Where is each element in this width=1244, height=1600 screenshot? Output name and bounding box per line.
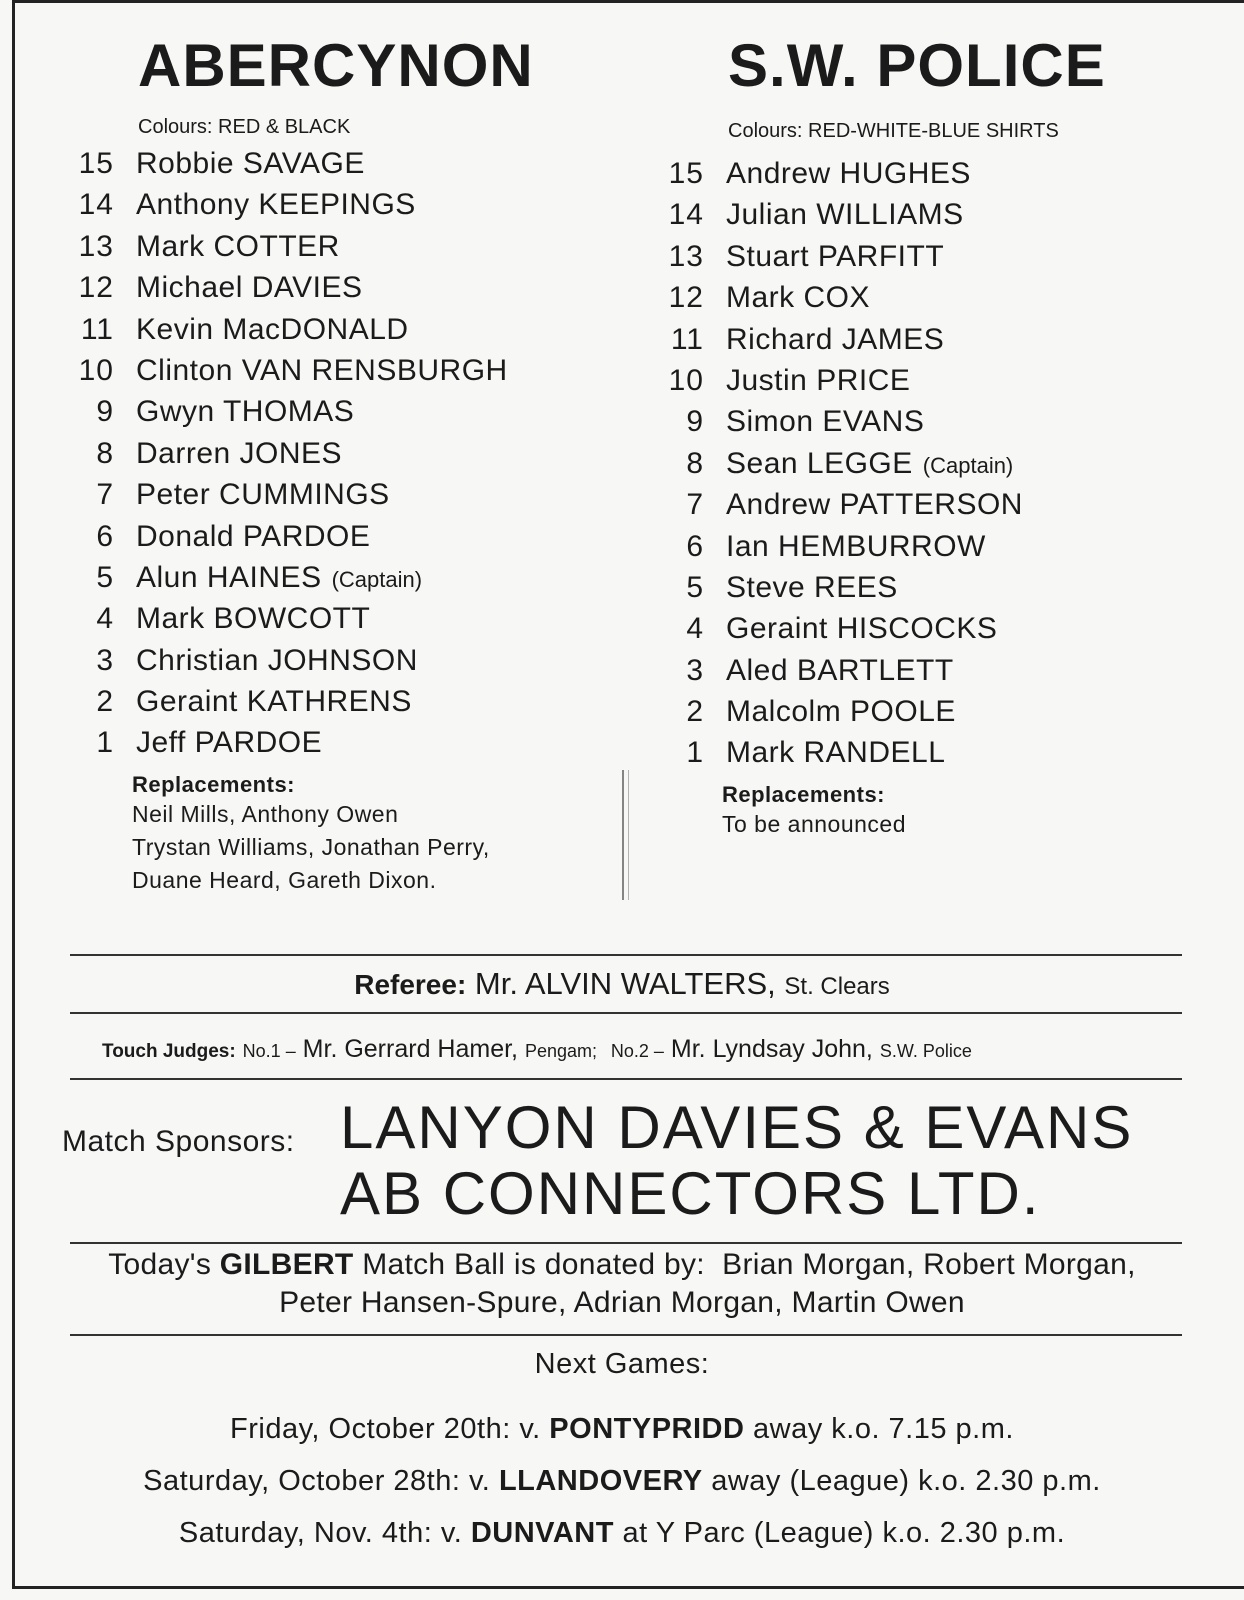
player-name: Mark BOWCOTT: [136, 602, 371, 636]
player-name: Robbie SAVAGE: [136, 147, 365, 180]
player-name: Richard JAMES: [726, 322, 945, 356]
player-number: 15: [78, 147, 114, 180]
referee-line: [0, 966, 1244, 1002]
player-row: [660, 198, 1200, 239]
player-number: 9: [686, 405, 704, 439]
next-games-heading: Next Games:: [534, 1348, 710, 1380]
player-number: 4: [96, 602, 114, 636]
player-number: 12: [668, 281, 704, 315]
divider: [70, 1078, 1182, 1080]
player-row: [660, 736, 1200, 777]
player-number: 13: [78, 229, 114, 263]
match-ball-donors-line-2: Peter Hansen-Spure, Adrian Morgan, Martin Owen: [279, 1286, 965, 1319]
player-number: 9: [96, 395, 114, 429]
player-row: [660, 695, 1200, 736]
next-game-date: Friday, October 20th: v.: [230, 1413, 541, 1445]
player-row: [660, 530, 1200, 571]
player-number: 14: [78, 188, 114, 222]
player-name: Andrew PATTERSON: [726, 488, 1023, 522]
player-row: [660, 571, 1200, 612]
away-player-list: [660, 157, 1200, 778]
next-game-opponent: DUNVANT: [470, 1517, 614, 1549]
player-name: Julian WILLIAMS: [726, 198, 964, 232]
player-name: Jeff PARDOE: [136, 726, 323, 760]
player-name: Darren JONES: [136, 436, 343, 470]
referee-label: Referee:: [354, 969, 467, 1000]
player-row: [70, 354, 610, 395]
player-name: Stuart PARFITT: [726, 239, 945, 273]
touch-judge-2-label: No.2 –: [610, 1041, 664, 1061]
player-name: Anthony KEEPINGS: [136, 188, 416, 222]
player-name: Mark COX: [726, 281, 871, 315]
match-ball-brand: GILBERT: [219, 1248, 354, 1281]
player-row: [70, 147, 610, 188]
divider: [70, 1334, 1182, 1336]
next-game-details: away (League) k.o. 2.30 p.m.: [711, 1465, 1101, 1497]
away-team: [660, 30, 1200, 841]
player-row: [660, 405, 1200, 446]
match-ball-donors: [0, 1246, 1244, 1322]
player-row: [660, 240, 1200, 281]
player-number: 5: [96, 560, 114, 594]
away-replacements-line: To be announced: [722, 810, 906, 837]
home-replacements-line: Trystan Williams, Jonathan Perry,: [132, 833, 490, 860]
home-replacements-line: Duane Heard, Gareth Dixon.: [132, 866, 437, 893]
player-number: 1: [686, 736, 704, 770]
touch-judge-1-place: Pengam;: [524, 1041, 597, 1061]
player-row: [660, 447, 1200, 488]
player-name: Clinton VAN RENSBURGH: [136, 353, 508, 387]
player-row: [70, 685, 610, 726]
player-row: [660, 157, 1200, 198]
sponsor-line-2: AB CONNECTORS LTD.: [340, 1160, 1041, 1227]
touch-judges-line: [102, 1035, 972, 1064]
match-ball-donors-line-1: Brian Morgan, Robert Morgan,: [722, 1248, 1136, 1281]
player-number: 13: [668, 239, 704, 273]
player-number: 11: [670, 322, 704, 356]
player-name: Christian JOHNSON: [136, 643, 418, 677]
player-number: 11: [80, 312, 114, 346]
player-name: Mark COTTER: [136, 229, 340, 263]
next-games: [0, 1348, 1244, 1559]
player-name: Justin PRICE: [726, 363, 911, 397]
away-colours: Colours: RED-WHITE-BLUE SHIRTS: [728, 120, 1059, 142]
player-number: 3: [686, 653, 704, 687]
player-row: [70, 478, 610, 519]
next-game-date: Saturday, October 28th: v.: [143, 1465, 491, 1497]
player-row: [660, 488, 1200, 529]
sponsors-names: [340, 1095, 1133, 1227]
player-row: [70, 437, 610, 478]
player-number: 2: [96, 685, 114, 719]
player-number: 7: [96, 478, 114, 512]
touch-judge-2-place: S.W. Police: [879, 1041, 972, 1061]
player-number: 8: [686, 446, 704, 480]
next-game-date: Saturday, Nov. 4th: v.: [178, 1517, 463, 1549]
player-name: Simon EVANS: [726, 405, 925, 439]
referee-name: Mr. ALVIN WALTERS,: [474, 966, 776, 1001]
player-number: 12: [78, 271, 114, 305]
player-row: [70, 188, 610, 229]
player-number: 10: [78, 353, 114, 387]
next-game: [0, 1455, 1244, 1507]
touch-judges-label: Touch Judges:: [102, 1041, 236, 1062]
player-number: 5: [686, 570, 704, 604]
next-game: [0, 1403, 1244, 1455]
away-team-name: S.W. POLICE: [728, 32, 1106, 99]
player-name: Alun HAINES: [136, 560, 322, 594]
player-row: [660, 323, 1200, 364]
touch-judge-1-label: No.1 –: [242, 1041, 296, 1061]
player-name: Donald PARDOE: [136, 519, 371, 553]
player-row: [70, 602, 610, 643]
away-replacements: [660, 782, 1200, 841]
player-number: 3: [96, 643, 114, 677]
player-name: Andrew HUGHES: [726, 157, 971, 190]
home-team-name: ABERCYNON: [138, 32, 534, 99]
home-replacements-line: Neil Mills, Anthony Owen: [132, 800, 399, 827]
player-number: 1: [96, 726, 114, 760]
home-colours: Colours: RED & BLACK: [138, 116, 351, 138]
player-number: 6: [686, 529, 704, 563]
player-name: Kevin MacDONALD: [136, 312, 409, 346]
touch-judge-1-name: Mr. Gerrard Hamer,: [302, 1035, 518, 1063]
staple-fold: [622, 770, 629, 900]
next-game-opponent: PONTYPRIDD: [549, 1413, 745, 1445]
player-row: [70, 313, 610, 354]
border-top: [12, 0, 1244, 3]
home-team: [70, 30, 610, 897]
player-name: Aled BARTLETT: [726, 653, 954, 687]
player-number: 10: [668, 363, 704, 397]
border-bottom: [12, 1586, 1244, 1589]
player-row: [70, 230, 610, 271]
player-number: 14: [668, 198, 704, 232]
player-row: [70, 520, 610, 561]
player-name: Sean LEGGE: [726, 446, 913, 480]
sponsor-line-1: LANYON DAVIES & EVANS: [340, 1094, 1134, 1161]
player-row: [660, 654, 1200, 695]
divider: [70, 1242, 1182, 1244]
player-name: Geraint HISCOCKS: [726, 612, 998, 646]
next-game-details: at Y Parc (League) k.o. 2.30 p.m.: [622, 1517, 1066, 1549]
player-row: [70, 561, 610, 602]
player-number: 15: [668, 157, 704, 190]
touch-judge-2-name: Mr. Lyndsay John,: [670, 1035, 873, 1063]
next-game: [0, 1507, 1244, 1559]
player-number: 4: [686, 612, 704, 646]
player-number: 8: [96, 436, 114, 470]
divider: [70, 1012, 1182, 1014]
player-row: [660, 612, 1200, 653]
player-number: 2: [686, 695, 704, 729]
player-name: Peter CUMMINGS: [136, 478, 390, 512]
player-name: Ian HEMBURROW: [726, 529, 986, 563]
home-player-list: [70, 147, 610, 768]
home-replacements: [70, 772, 610, 897]
player-number: 7: [686, 488, 704, 522]
player-row: [660, 281, 1200, 322]
player-name: Geraint KATHRENS: [136, 685, 412, 719]
match-ball-prefix: Today's: [108, 1248, 212, 1281]
player-row: [70, 271, 610, 312]
player-name: Gwyn THOMAS: [136, 395, 355, 429]
referee-place: St. Clears: [784, 973, 890, 1000]
captain-marker: (Captain): [922, 452, 1014, 478]
home-replacements-label: Replacements:: [132, 771, 296, 797]
player-row: [70, 726, 610, 767]
divider: [70, 954, 1182, 956]
player-name: Steve REES: [726, 570, 898, 604]
player-row: [660, 364, 1200, 405]
next-game-details: away k.o. 7.15 p.m.: [753, 1413, 1014, 1445]
player-name: Mark RANDELL: [726, 736, 946, 770]
away-replacements-label: Replacements:: [722, 781, 886, 807]
player-name: Michael DAVIES: [136, 271, 363, 305]
player-row: [70, 395, 610, 436]
player-row: [70, 644, 610, 685]
player-number: 6: [96, 519, 114, 553]
player-name: Malcolm POOLE: [726, 695, 956, 729]
sponsors-label: Match Sponsors:: [62, 1125, 295, 1158]
match-ball-middle: Match Ball is donated by:: [362, 1248, 705, 1281]
next-game-opponent: LLANDOVERY: [498, 1465, 703, 1497]
captain-marker: (Captain): [331, 566, 423, 592]
